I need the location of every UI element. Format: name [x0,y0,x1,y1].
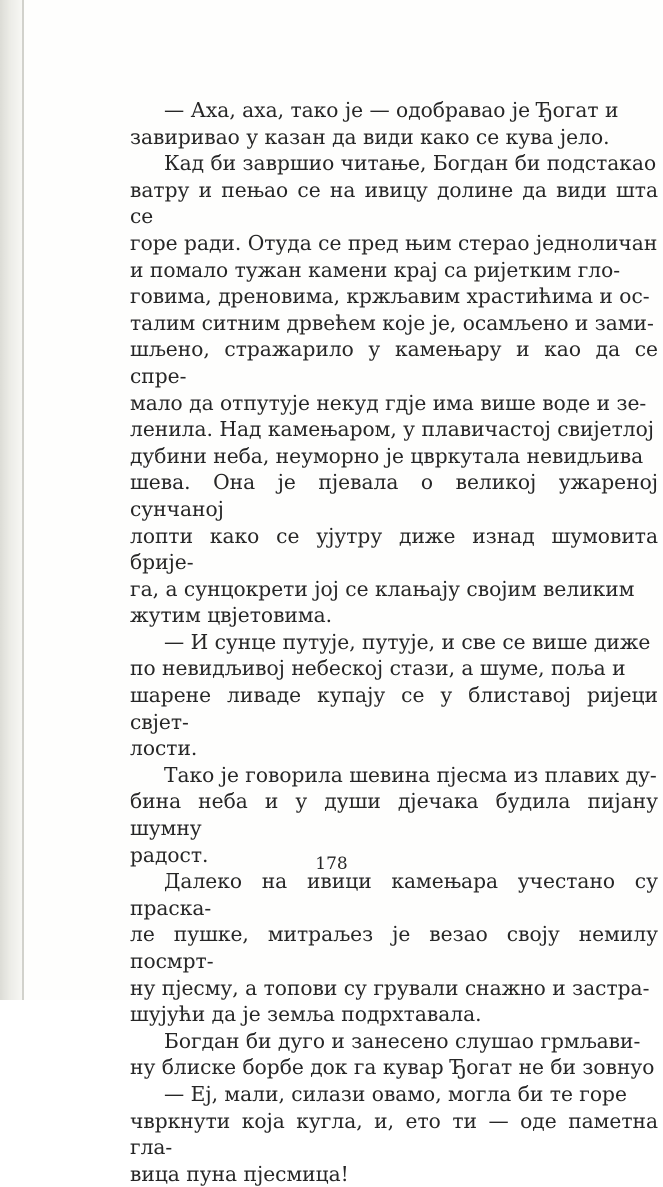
page-number: 178 [315,854,348,874]
paragraph-2: Кад би завршио читање, Богдан би подстакао ватру и пењао се на ивицу долине да види шта се горе ради. Отуда се пред њим стерао једноличан и помало тужан камени крај са ријетким гло- говима, дреновима, кржљавим храстићима и ос- талим ситним дрвећем које је, осамљено и зами- шљено, стражарило у камењару и као да се спре- мало да отпутује некуд гдје има више воде и зе- ленила. Над камењаром, у плавичастој свијетлој дубини неба, неуморно је цвркутала невидљива шева. Она је пјевала о великој ужареној сунчаној лопти како се ујутру диже изнад шумовита брије- га, а сунцокрети јој се клањају својим великим жутим цвјетовима. [130,151,658,628]
page-body-text [130,97,658,1187]
book-spine-shadow [0,0,22,1000]
paragraph-3: — И сунце путује, путује, и све се више диже по невидљивој небеској стази, а шуме, поља и шарене ливаде купају се у блиставој ријеци свјет- лости. [130,629,658,761]
paragraph-7: — Еј, мали, силази овамо, могла би те горе чвркнути која кугла, и, ето ти — оде паметна гла- вица пуна пјесмица! [130,1081,658,1186]
paragraph-6: Богдан би дуго и занесено слушао грмљави- ну блиске борбе док га кувар Ђогат не би зовнуо [130,1028,655,1080]
paragraph-4: Тако је говорила шевина пјесма из плавих ду- бина неба и у души дјечака будила пијану шумну радост. [130,762,658,867]
paragraph-5: Далеко на ивици камењара учестано су праска- ле пушке, митраљез је везао своју немилу посмрт- ну пјесму, а топови су грували снажно и застра- шујући да је земља подрхтавала. [130,869,658,1027]
paragraph-1: — Аха, аха, тако је — одобравао је Ђогат и завиривао у казан да види како се кува јело. [130,98,619,149]
